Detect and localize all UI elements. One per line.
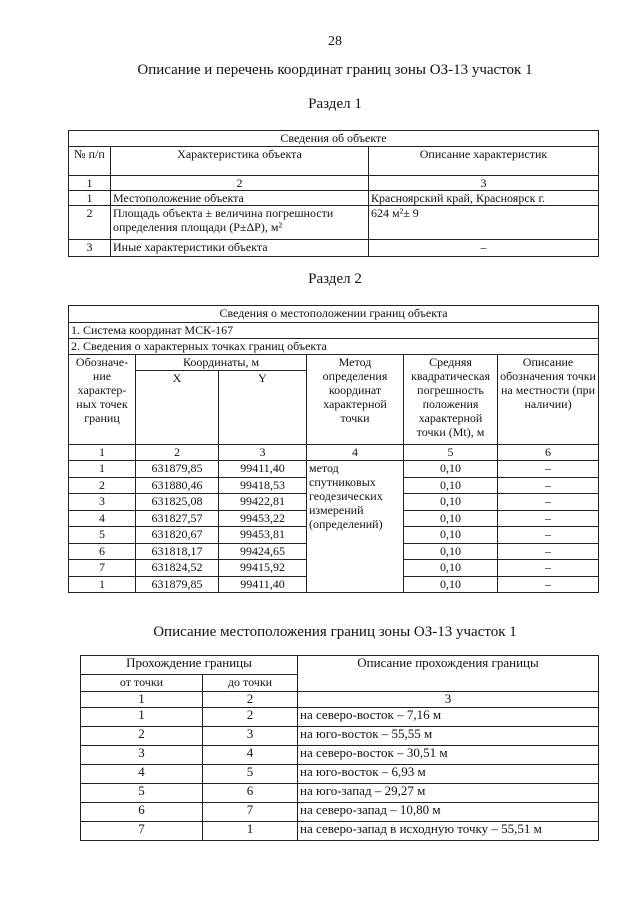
to-point: 7 bbox=[203, 803, 298, 822]
col-number: 3 bbox=[298, 692, 599, 708]
table-row bbox=[69, 461, 599, 478]
to-point: 3 bbox=[203, 727, 298, 746]
to-point: 2 bbox=[203, 708, 298, 727]
to-point: 6 bbox=[203, 784, 298, 803]
row-number: 2 bbox=[69, 206, 111, 240]
header-coords: Координаты, м bbox=[136, 355, 307, 371]
coord-y: 99453,22 bbox=[219, 510, 307, 527]
boundary-description-table bbox=[80, 655, 599, 841]
section2-heading: Раздел 2 bbox=[308, 271, 362, 287]
col-number: 6 bbox=[498, 445, 599, 461]
table-title: Сведения об объекте bbox=[69, 131, 599, 147]
point-description: – bbox=[498, 560, 599, 577]
passage-description: на юго-запад – 29,27 м bbox=[298, 784, 599, 803]
header-point: Обозначе-ние характер-ных точек границ bbox=[69, 355, 136, 445]
point-number: 1 bbox=[69, 576, 136, 593]
col-number: 2 bbox=[203, 692, 298, 708]
mean-error: 0,10 bbox=[404, 576, 498, 593]
passage-description: на северо-восток – 30,51 м bbox=[298, 746, 599, 765]
col-number: 3 bbox=[369, 176, 599, 191]
from-point: 1 bbox=[81, 708, 203, 727]
table-row bbox=[69, 206, 599, 240]
point-number: 2 bbox=[69, 477, 136, 494]
table-row bbox=[81, 746, 599, 765]
passage-description: на северо-восток – 7,16 м bbox=[298, 708, 599, 727]
point-number: 3 bbox=[69, 494, 136, 511]
coord-x: 631879,85 bbox=[136, 461, 219, 478]
col-number: 5 bbox=[404, 445, 498, 461]
header-error: Средняя квадратическая погрешность положения характерной точки (Mt), м bbox=[404, 355, 498, 445]
from-point: 5 bbox=[81, 784, 203, 803]
coord-x: 631880,46 bbox=[136, 477, 219, 494]
table-row bbox=[81, 765, 599, 784]
page-number: 28 bbox=[328, 34, 342, 49]
coord-y: 99415,92 bbox=[219, 560, 307, 577]
col-number: 1 bbox=[69, 176, 111, 191]
row-number: 3 bbox=[69, 240, 111, 257]
to-point: 1 bbox=[203, 822, 298, 841]
row-value: Красноярский край, Красноярск г. bbox=[369, 191, 599, 206]
point-number: 7 bbox=[69, 560, 136, 577]
passage-description: на юго-восток – 6,93 м bbox=[298, 765, 599, 784]
coord-x: 631879,85 bbox=[136, 576, 219, 593]
col-number: 1 bbox=[69, 445, 136, 461]
to-point: 5 bbox=[203, 765, 298, 784]
mean-error: 0,10 bbox=[404, 543, 498, 560]
point-number: 4 bbox=[69, 510, 136, 527]
section3-heading: Описание местоположения границ зоны ОЗ-13 участок 1 bbox=[153, 624, 517, 640]
passage-description: на юго-восток – 55,55 м bbox=[298, 727, 599, 746]
row-name: Иные характеристики объекта bbox=[111, 240, 369, 257]
point-description: – bbox=[498, 576, 599, 593]
passage-description: на северо-запад – 10,80 м bbox=[298, 803, 599, 822]
col-number: 2 bbox=[111, 176, 369, 191]
point-number: 5 bbox=[69, 527, 136, 544]
to-point: 4 bbox=[203, 746, 298, 765]
coord-x: 631818,17 bbox=[136, 543, 219, 560]
method-cell: метод спутниковых геодезических измерений (определений) bbox=[307, 461, 404, 593]
coord-y: 99422,81 bbox=[219, 494, 307, 511]
row-value: 624 м²± 9 bbox=[369, 206, 599, 240]
coord-y: 99411,40 bbox=[219, 461, 307, 478]
col-number: 4 bbox=[307, 445, 404, 461]
header-method: Метод определения координат характерной точки bbox=[307, 355, 404, 445]
mean-error: 0,10 bbox=[404, 494, 498, 511]
table-row bbox=[81, 708, 599, 727]
from-point: 6 bbox=[81, 803, 203, 822]
mean-error: 0,10 bbox=[404, 560, 498, 577]
header-description: Описание характеристик bbox=[369, 147, 599, 176]
header-from: от точки bbox=[81, 675, 203, 692]
header-x: X bbox=[136, 371, 219, 445]
from-point: 4 bbox=[81, 765, 203, 784]
col-number: 2 bbox=[136, 445, 219, 461]
points-info-label: 2. Сведения о характерных точках границ объекта bbox=[69, 339, 599, 355]
row-number: 1 bbox=[69, 191, 111, 206]
coord-y: 99418,53 bbox=[219, 477, 307, 494]
coord-x: 631825,08 bbox=[136, 494, 219, 511]
table-row bbox=[81, 822, 599, 841]
table-row bbox=[81, 784, 599, 803]
col-number: 3 bbox=[219, 445, 307, 461]
coord-x: 631820,67 bbox=[136, 527, 219, 544]
mean-error: 0,10 bbox=[404, 510, 498, 527]
table-row bbox=[81, 727, 599, 746]
object-info-table bbox=[68, 130, 599, 257]
coordinate-system: 1. Система координат МСК-167 bbox=[69, 323, 599, 339]
point-number: 1 bbox=[69, 461, 136, 478]
row-name: Местоположение объекта bbox=[111, 191, 369, 206]
point-description: – bbox=[498, 477, 599, 494]
header-desc: Описание прохождения границы bbox=[298, 656, 599, 692]
document-title: Описание и перечень координат границ зоны ОЗ-13 участок 1 bbox=[137, 62, 533, 78]
point-description: – bbox=[498, 494, 599, 511]
table-row bbox=[69, 240, 599, 257]
coord-y: 99453,81 bbox=[219, 527, 307, 544]
coord-x: 631824,52 bbox=[136, 560, 219, 577]
mean-error: 0,10 bbox=[404, 527, 498, 544]
header-desc: Описание обозначения точки на местности (при наличии) bbox=[498, 355, 599, 445]
header-number: № п/п bbox=[69, 147, 111, 176]
from-point: 3 bbox=[81, 746, 203, 765]
from-point: 7 bbox=[81, 822, 203, 841]
point-description: – bbox=[498, 527, 599, 544]
row-name: Площадь объекта ± величина погрешности определения площади (P±ΔP), м² bbox=[111, 206, 369, 240]
col-number: 1 bbox=[81, 692, 203, 708]
mean-error: 0,10 bbox=[404, 477, 498, 494]
mean-error: 0,10 bbox=[404, 461, 498, 478]
table-row bbox=[69, 191, 599, 206]
table-row bbox=[81, 803, 599, 822]
from-point: 2 bbox=[81, 727, 203, 746]
coord-x: 631827,57 bbox=[136, 510, 219, 527]
coord-y: 99411,40 bbox=[219, 576, 307, 593]
header-passage: Прохождение границы bbox=[81, 656, 298, 675]
section1-heading: Раздел 1 bbox=[308, 96, 362, 112]
point-description: – bbox=[498, 461, 599, 478]
row-value: – bbox=[369, 240, 599, 257]
point-number: 6 bbox=[69, 543, 136, 560]
boundary-points-table bbox=[68, 305, 599, 593]
passage-description: на северо-запад в исходную точку – 55,51 м bbox=[298, 822, 599, 841]
table-title: Сведения о местоположении границ объекта bbox=[69, 306, 599, 323]
header-characteristic: Характеристика объекта bbox=[111, 147, 369, 176]
point-description: – bbox=[498, 510, 599, 527]
header-to: до точки bbox=[203, 675, 298, 692]
header-y: Y bbox=[219, 371, 307, 445]
point-description: – bbox=[498, 543, 599, 560]
coord-y: 99424,65 bbox=[219, 543, 307, 560]
